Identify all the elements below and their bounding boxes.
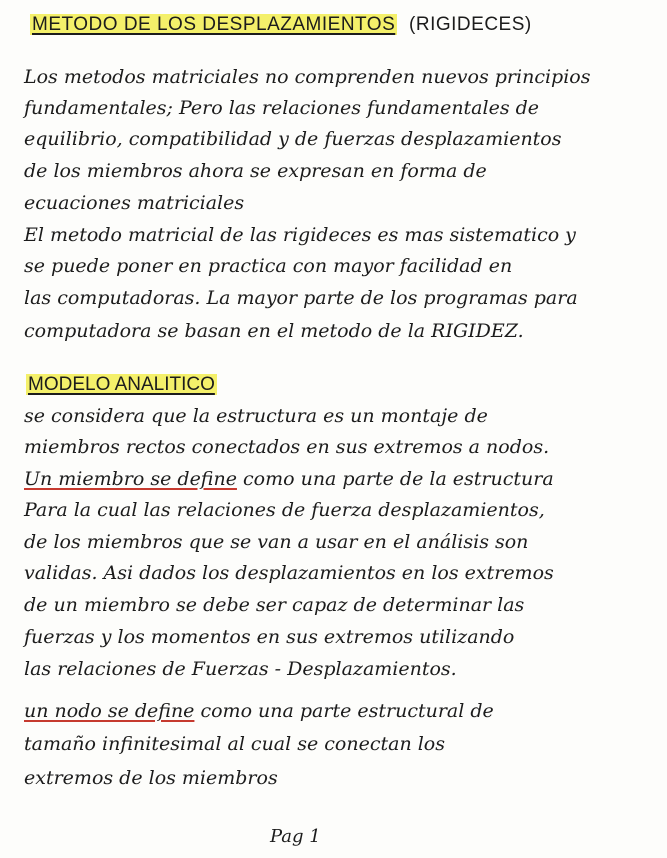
node-line: extremos de los miembros: [24, 767, 278, 789]
intro-line: computadora se basan en el metodo de la RIGIDEZ.: [24, 320, 524, 342]
page-number: Pag 1: [270, 826, 321, 847]
intro-line: de los miembros ahora se expresan en forma de: [24, 160, 487, 182]
section-heading: [26, 374, 217, 396]
title-rest: (RIGIDECES): [409, 14, 532, 35]
intro-line: Los metodos matriciales no comprenden nuevos principios: [24, 66, 591, 88]
section-heading-text: MODELO ANALITICO: [28, 374, 215, 395]
member-definition-lead: Un miembro se define: [24, 468, 237, 490]
node-line: tamaño infinitesimal al cual se conectan los: [24, 733, 445, 755]
body-line: se considera que la estructura es un montaje de: [24, 405, 488, 427]
intro-line: las computadoras. La mayor parte de los programas para: [24, 287, 578, 309]
intro-line: ecuaciones matriciales: [24, 192, 245, 214]
intro-line: El metodo matricial de las rigideces es mas sistematico y: [24, 224, 576, 246]
intro-line: fundamentales; Pero las relaciones fundamentales de: [24, 97, 540, 119]
body-line: miembros rectos conectados en sus extremos a nodos.: [24, 436, 550, 458]
member-definition-rest: como una parte de la estructura: [236, 468, 554, 490]
body-line: validas. Asi dados los desplazamientos en los extremos: [24, 562, 554, 584]
node-definition-rest: como una parte estructural de: [194, 700, 494, 722]
body-line: Para la cual las relaciones de fuerza desplazamientos,: [24, 499, 545, 521]
body-line: las relaciones de Fuerzas - Desplazamientos.: [24, 658, 457, 680]
title-highlighted: METODO DE LOS DESPLAZAMIENTOS: [32, 14, 396, 35]
member-definition: [24, 468, 654, 490]
body-line: de los miembros que se van a usar en el análisis son: [24, 531, 529, 553]
intro-line: equilibrio, compatibilidad y de fuerzas desplazamientos: [24, 128, 562, 150]
node-definition: [24, 700, 654, 722]
body-line: de un miembro se debe ser capaz de determinar las: [24, 594, 525, 616]
page-title: [30, 14, 532, 36]
node-definition-lead: un nodo se define: [24, 700, 195, 722]
intro-line: se puede poner en practica con mayor facilidad en: [24, 255, 513, 277]
body-line: fuerzas y los momentos en sus extremos utilizando: [24, 626, 515, 648]
